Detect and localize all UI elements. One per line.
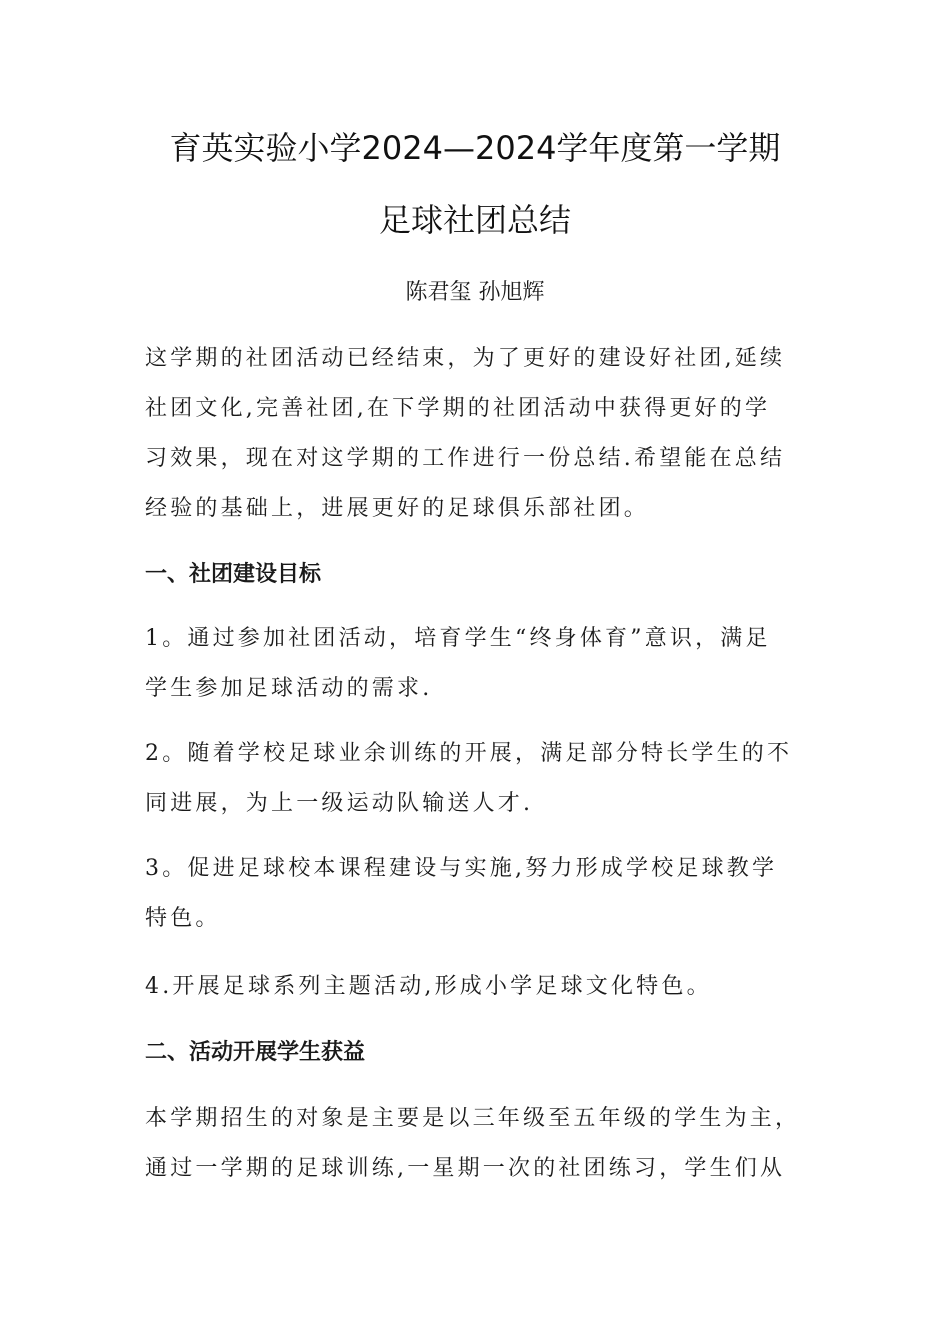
goal-item-3 bbox=[145, 850, 810, 938]
goal-item-line: 1。通过参加社团活动，培育学生“终身体育”意识，满足 bbox=[145, 626, 771, 651]
goal-item-line: 4.开展足球系列主题活动,形成小学足球文化特色。 bbox=[145, 974, 712, 999]
section2-paragraph bbox=[145, 1100, 810, 1188]
document-title-line-1: 育英实验小学2024—2024学年度第一学期 bbox=[169, 129, 781, 167]
document-title-line-2: 足球社团总结 bbox=[378, 201, 571, 239]
intro-line: 这学期的社团活动已经结束，为了更好的建设好社团,延续 bbox=[145, 346, 786, 371]
goal-item-line: 学生参加足球活动的需求. bbox=[145, 676, 433, 701]
intro-line: 经验的基础上，进展更好的足球俱乐部社团。 bbox=[145, 496, 650, 521]
document-authors: 陈君玺 孙旭辉 bbox=[405, 280, 545, 305]
goal-item-1 bbox=[145, 620, 810, 708]
goal-item-line: 3。促进足球校本课程建设与实施,努力形成学校足球教学 bbox=[145, 856, 778, 881]
section2-line: 本学期招生的对象是主要是以三年级至五年级的学生为主， bbox=[145, 1106, 801, 1131]
goal-item-line: 特色。 bbox=[145, 906, 221, 931]
intro-line: 社团文化,完善社团,在下学期的社团活动中获得更好的学 bbox=[145, 396, 771, 421]
section-heading: 一、社团建设目标 bbox=[145, 562, 322, 587]
section2-line: 通过一学期的足球训练,一星期一次的社团练习，学生们从 bbox=[145, 1156, 786, 1181]
goal-item-line: 2。随着学校足球业余训练的开展，满足部分特长学生的不 bbox=[145, 741, 793, 766]
goal-item-line: 同进展，为上一级运动队输送人才. bbox=[145, 791, 534, 816]
goal-item-4 bbox=[145, 968, 810, 1006]
intro-line: 习效果，现在对这学期的工作进行一份总结.希望能在总结 bbox=[145, 446, 786, 471]
goal-item-2 bbox=[145, 735, 810, 823]
intro-paragraph bbox=[145, 340, 810, 528]
section-heading: 二、活动开展学生获益 bbox=[145, 1040, 366, 1065]
